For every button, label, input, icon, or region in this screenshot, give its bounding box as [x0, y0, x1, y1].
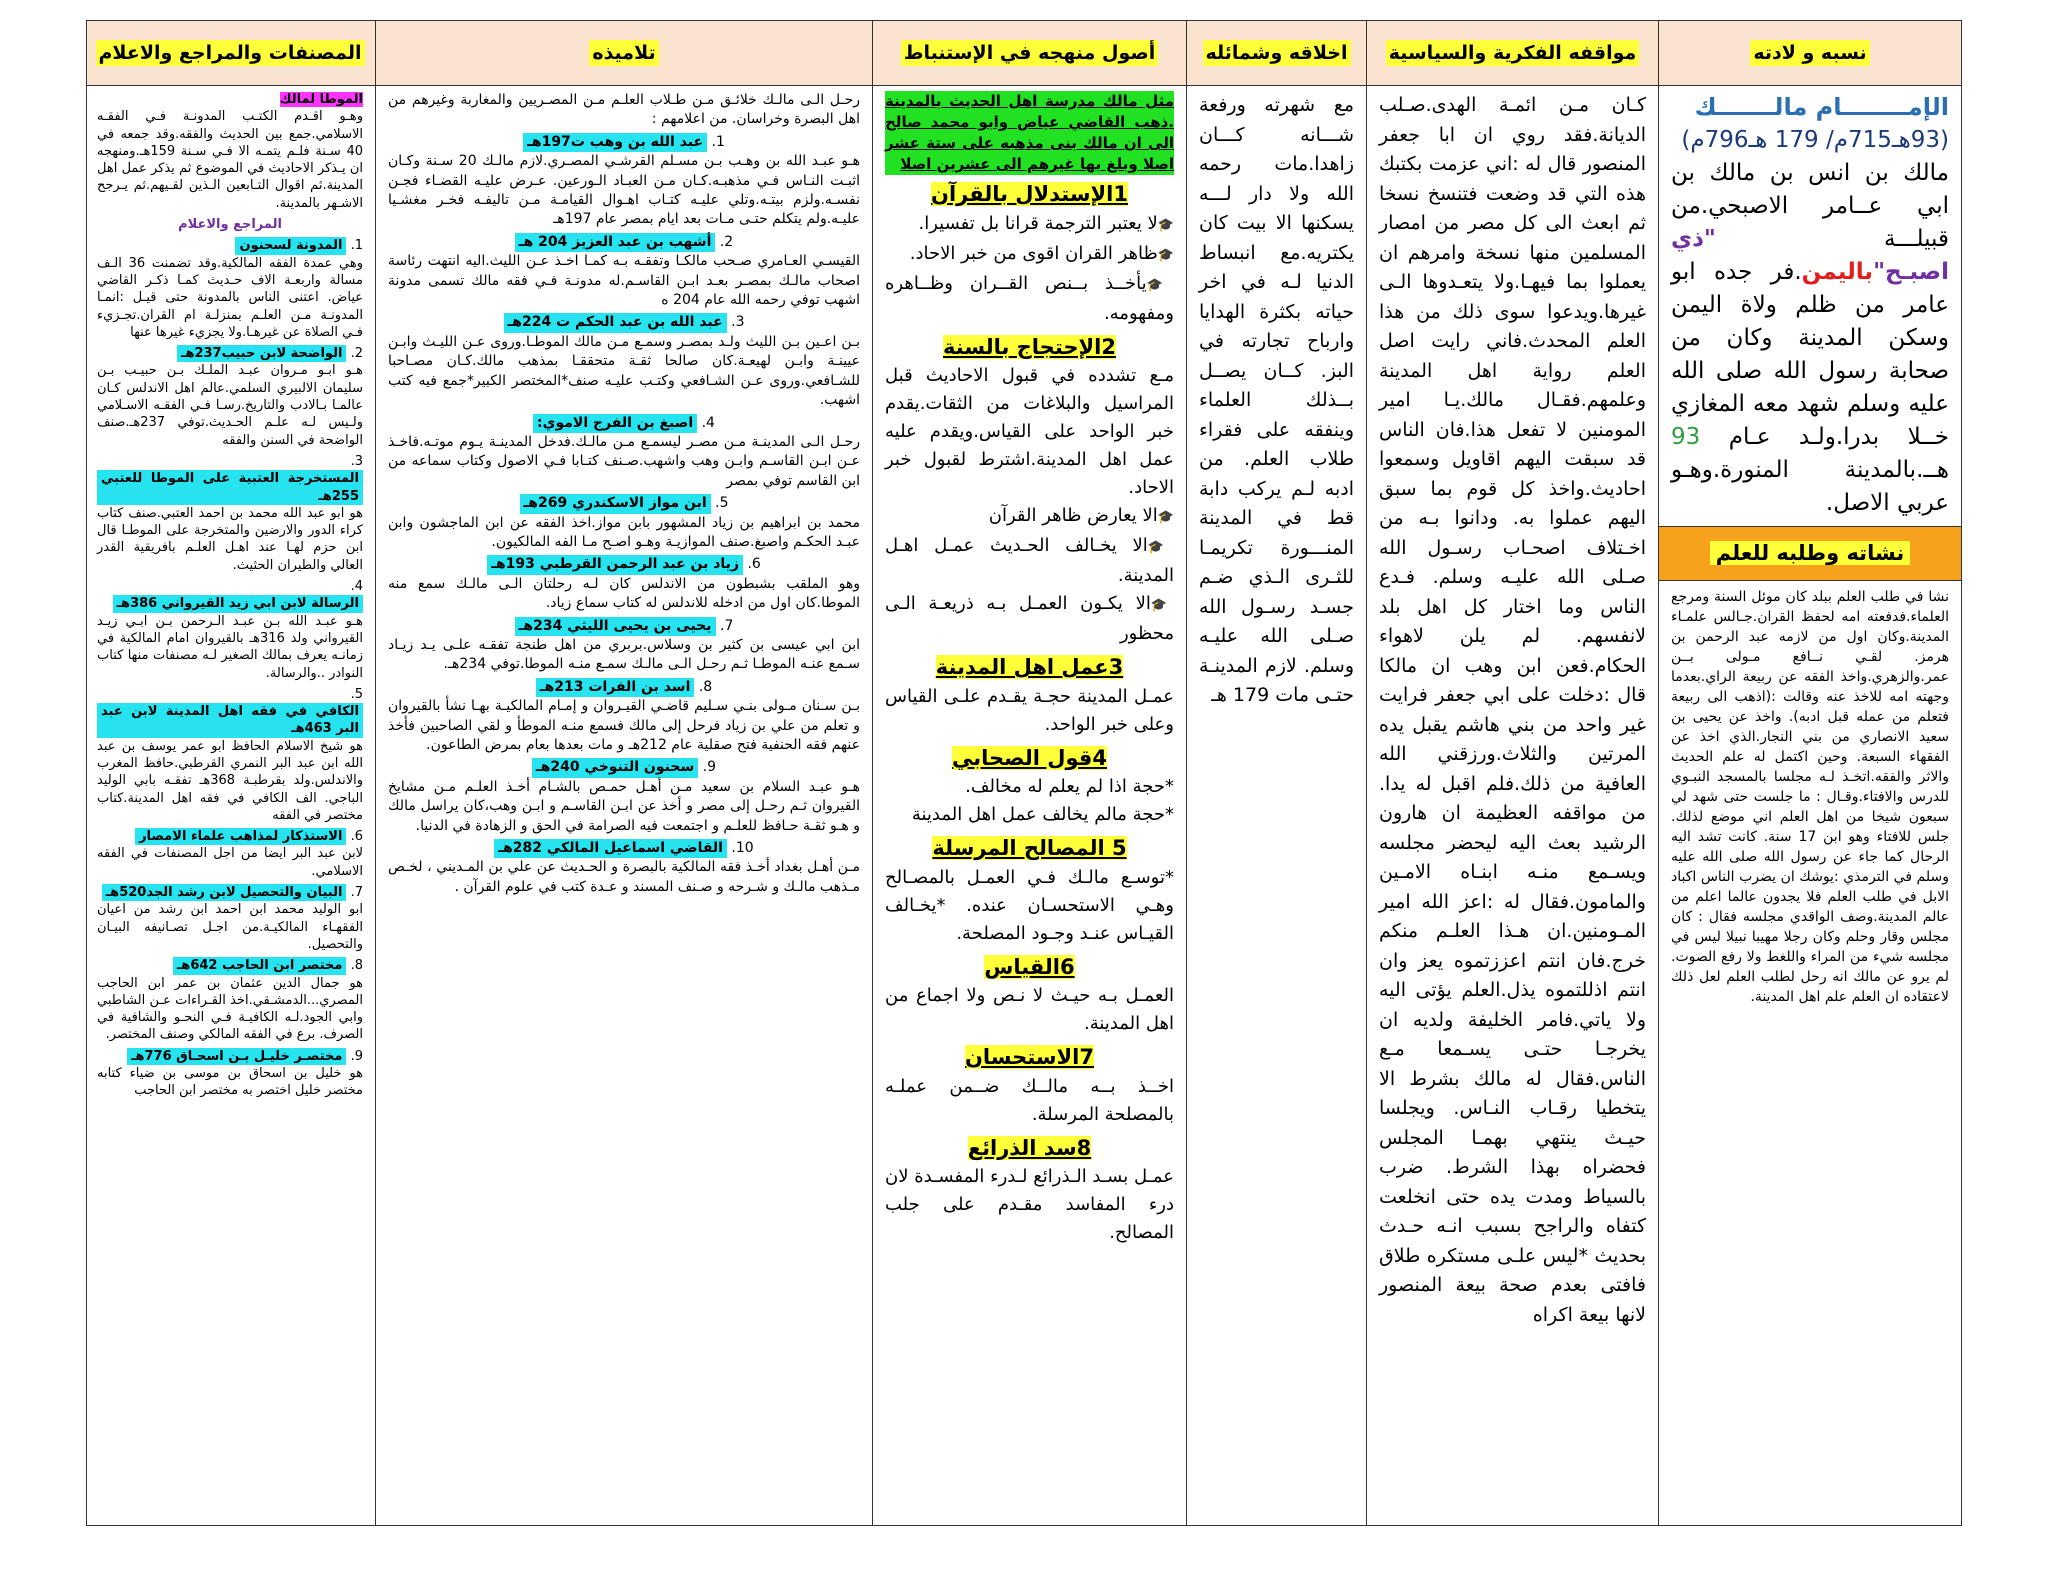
student-bio: مـن أهـل بغداد أخـذ فقه المالكية بالبصرة و الحـديث عن علي بن المـديني ، لخـص مـذهب مالـك و شـرحه و صـنف المسند و عـدة كتب في علوم القرآن .	[388, 859, 860, 895]
methodology-intro: مثل مالك مدرسة اهل الحديث بالمدينة .ذهب القاضي عياض وابو محمد صالح الى ان مالك بنى مذهبه على ستة عشر اصلا وبلغ بها غيرهم الى عشرين اصلا	[885, 92, 1174, 173]
reference-desc: هـو ابـو مـروان عبـد الملـك بـن حبيـب بـن سليمان الالبيري السلمي.عالم اهل الاندلس كـان عالمـا بـالادب والتاريخ.رسـا فـي الفقـه الاسـلامي ولـيس لـه علـم الحـديث.توفي 237هـ.صنف الواضحة في السنن والفقه	[97, 363, 363, 448]
reference-name: الرسالة لابن ابي زيد القيرواني 386هـ	[113, 595, 363, 612]
student-heading	[388, 494, 860, 513]
references-list	[97, 237, 363, 1099]
reference-name: المدونة لسحنون	[235, 237, 346, 254]
reference-heading	[97, 957, 363, 974]
positions-text: كـان مـن ائمـة الهدى.صـلب الديانة.فقد روي ان ابا جعفر المنصور قال له :اني عزمت بكتبك هذه التي قد وضعت فتنسخ نسخا ثم ابعث الى كل مصر من امصار المسلمين منها نسخة وامرهم ان يعملوا بما فيهـا.ولا يتعـدوها الـى غيرها.ويدعوا سوى ذلك من هذا العلم المحدث.فاني رايت اصل العلم رواية اهل المدينة وعلمهم.فقـال مالك.يـا امير المومنين لا تفعل هذا.فان الناس قد سبقت اليهم اقاويل وسمعوا احاديث.واخذ كل قوم بما سبق اليهم عملوا به. ودانوا بـه من اخـتلاف اصحـاب رسـول الله صـلى الله عليـه وسلم. فـدع الناس وما اختار كل اهل بلد لانفسهم. لم يلن لاهواء الحكام.فعن ابن وهب ان مالكا قال :دخلت على ابي جعفر فرايت غير واحد من بني هاشم يقبل يده المرتين والثلاث.ورزقني الله العافية من ذلك.فلم اقبل له يدا. من مواقفه العظيمة ان هارون الرشيد بعث اليه ليحضر مجلسه ويسـمع منـه ابنـاه الامـين والمامون.فقال له :اعز الله امير المـومنين.ان هـذا العلـم منكم خرج.فان انتم اعززتموه يعز وان انتم اذللتموه يذل.العلم يؤتى اليه ولا ياتي.فامر الخليفة ولديه ان يخرجـا حتـى يسـمعا مـع الناس.فقال له مالك بشرط الا يتخطيا رقـاب النـاس. ويجلسا حيـث ينتهي بهمـا المجلس فحضراه بهذا الشرط. ضرب بالسياط ومدت يده حتى انخلعت كتفاه والراجح بسبب انـه حـدث بحديث *ليس علـى مستكره طلاق فافتى بعدم صحة بيعة المنصور لانها بيعة اكراه	[1379, 94, 1646, 1326]
student-heading	[388, 839, 860, 858]
reference-name: البيان والتحصيل لابن رشد الجد520هـ	[102, 884, 347, 901]
student-number: 4.	[701, 414, 715, 431]
summary-sheet	[86, 20, 1962, 1526]
reference-item	[97, 686, 363, 824]
student-name: ابن مواز الاسكندري 269هـ	[520, 494, 711, 513]
header-row	[87, 21, 1961, 86]
principle-istihsan-title: 7الاستحسان	[965, 1045, 1094, 1069]
column-positions	[1366, 85, 1658, 1525]
student-number: 6.	[747, 556, 761, 573]
student-heading	[388, 313, 860, 332]
reference-heading	[97, 884, 363, 901]
principle-quran-title: 1الإستدلال بالقرآن	[931, 182, 1128, 206]
principle-qiyas-text: العمـل بـه حيـث لا نـص ولا اجماع من اهل المدينة.	[885, 985, 1174, 1034]
principle-istihsan-text: اخــذ بــه مالــك ضــمن عملـه بالمصلحة المرسلة.	[885, 1075, 1174, 1125]
student-bio: هـو عبـد الله بن وهـب بـن مسـلم القرشـي المصـري.لازم مالـك 20 سـنة وكـان اثبـت النـاس فـي مذهبـه.كـان مـن العبـاد الـورعين. عـرض عليـه القضـاء فجـن نفسـه.ولزم بيتـه.وتلي عليـه كتـاب اهـوال القيامـة مـن تاليفـه فخـر مغشـيا عليـه.ولم يتكلم حتـى مـات بعد ايام بمصر عام 197هـ	[388, 153, 860, 228]
reference-item	[97, 578, 363, 682]
student-heading	[388, 678, 860, 697]
graduation-cap-icon: 🎓	[1157, 510, 1174, 525]
student-heading	[388, 414, 860, 433]
principle-sunnah-text: مـع تشدده في قبول الاحاديث قبل المراسيل والبلاغات من الثقات.يقدم خبر الواحد على القياس.ويقدم عليه عمل اهل المدينة.اشترط لقبول خبر الاحاد.	[885, 365, 1174, 498]
principle-sunnah-title: 2الإحتجاج بالسنة	[943, 334, 1116, 359]
student-name: اصبغ بن الفرج الاموي:	[533, 414, 697, 433]
student-number: 5.	[715, 495, 729, 512]
principle-sunnah-item: 🎓الا يخـالف الحـديث عمـل اهـل المدينة.	[885, 535, 1175, 586]
reference-desc: لابن عبد البر ايضا من اجل المصنفات في الفقه الاسلامي.	[97, 846, 363, 879]
student-number: 3.	[731, 314, 745, 331]
student-bio: بـن اعـين بـن الليث ولـد بمصـر وسمـع مـن مالك الموطـا.وروى عـن الليـث وابـن عيينـة وابـن لهيعـة.كان صالحا ثقـة متحققـا بمذهب مالك.كـان مصـاحبا للشـافعي.وروى عـن الشـافعي وكتـب عليـه صنف*المختصر الكبير*جمع فيه كتب اشهب.	[388, 333, 860, 409]
student-number: 9.	[702, 759, 717, 776]
reference-name: الاستذكار لمذاهب علماء الامصار	[135, 828, 346, 845]
reference-name: الواضحة لابن حبيب237هـ	[177, 345, 346, 362]
student-bio: هـو عبـد السلام بن سعيد مـن أهـل حمـص بالشـام أخـذ العلـم مـن مشايخ القيروان ثـم رحـل إلى مصر و أخذ عن ابـن القاسـم و ابـن وهب،كان يراسل مالك و هـو ثقـة حـافظ للعلـم و اجتمعت فيه الصرامة في الحق و الزهادة في الدنيا.	[388, 778, 860, 834]
principle-quran-item: 🎓لا يعتبر الترجمة قرانا بل تفسيرا.	[918, 212, 1174, 234]
reference-number: 7.	[350, 885, 363, 901]
student-name: عبد الله بن عبد الحكم ت 224هـ	[504, 313, 727, 332]
principle-sunnah-item: 🎓الا يعارض ظاهر القرآن	[988, 505, 1174, 526]
student-number: 1.	[711, 133, 725, 150]
student-number: 7.	[719, 617, 734, 634]
student-name: اسد بن الفرات 213هـ	[536, 678, 695, 697]
reference-desc: هو جمال الدين عثمان بن عمر ابن الحاجب المصري...الدمشـقي.اخذ القـراءات عـن الشاطبي وابي الجود.لـه الكافيـة فـي النحـو والشافية في الصرف. برع في الفقه المالكي وصنف المختصر.	[97, 975, 363, 1043]
reference-number: 8.	[350, 958, 363, 974]
header-methodology: أصول منهجه في الإستنباط	[872, 21, 1186, 85]
column-methodology	[872, 85, 1186, 1525]
header-references: المصنفات والمراجع والاعلام	[85, 21, 375, 85]
student-name: أشهب بن عبد العزيز 204 هـ	[515, 233, 716, 252]
principle-companion-title: 4قول الصحابي	[951, 745, 1107, 770]
student-name: يحيى بن يحيى الليثي 234هـ	[515, 617, 716, 636]
student-item	[388, 233, 860, 311]
graduation-cap-icon: 🎓	[1157, 217, 1174, 233]
reference-heading	[97, 578, 363, 613]
student-item	[388, 678, 860, 756]
principle-sunnah-item: 🎓الا يكـون العمـل بـه ذريعـة الـى محظور	[885, 593, 1174, 644]
student-number: 8.	[698, 678, 713, 695]
reference-number: 9.	[350, 1048, 363, 1064]
student-item	[388, 758, 860, 836]
lineage-text: مالك بن انس بن مالك بن ابي عــامر الاصبحي.من قبيلـــة "ذي اصبـح"باليمن.فر جده ابو عامر من ظلم ولاة اليمن وسكن المدينة وكان من صحابة رسول الله صلى الله عليه وسلم شهد معه المغازي خــلا بدرا.ولـد عـام 93 هــ.بالمدينة المنورة.وهـو عربي الاصل.	[1671, 160, 1949, 516]
student-bio: ابن ابي عيسى بن كثير بن وسلاس.بربري من اهل طنجة تفقـه علـى يـد زيـاد سـمع عنـه الموطـا ثـم رحـل الـى مالـك سمـع منـه الموطا.توفي 234هـ.	[388, 636, 860, 673]
student-number: 10.	[731, 840, 754, 857]
reference-number: 6.	[350, 829, 363, 845]
reference-name: الكافي في فقه اهل المدينة لابن عبد البر 463هـ	[97, 703, 363, 738]
ethics-text: مع شهرته ورفعة شـــانه كـــان زاهدا.مات رحمه الله ولا دار لـــه يسكنها الا بيت كان يكتريه.مع انبساط الدنيا لـه في اخر حياته بكثرة الهدايا وارباح تجارته في البز. كــان يصــل بــذلك العلماء وينفقه على فقراء طلاب العلم. من ادبه لـم يركب دابة قط في المدينة المنـــورة تكريمـا للثـرى الـذي ضـم جسـد رسـول الله صـلى الله عليـه وسلم. لازم المدينـة حتـى مات 179 هـ	[1199, 94, 1354, 706]
student-name: سحنون التنوخي 240هـ	[532, 758, 698, 777]
reference-desc: هو شيخ الاسلام الحافظ ابو عمر يوسف بن عبد الله ابن عبد البر النمري القرطبي.حافظ المغرب والاندلس.ولد بقرطبـة 368هـ تفقـه بابي الوليد الباجي. الف الكافي في فقه اهل المدينة.كتاب مختصر في الفقه	[97, 738, 363, 823]
student-item	[388, 839, 860, 897]
muwatta-title: الموطا لمالك	[279, 92, 363, 107]
principle-medina-text: عمـل المدينة حجـة يقـدم علـى القياس وعلى خبر الواحد.	[885, 685, 1174, 735]
student-bio: القيسـي العـامري صـحب مالكـا وتفقـه بـه كمـا اخـذ عـن الليث.اليه انتهت رئاسة اصحاب مالـك بمصـر بعـد ابـن القاسـم.له مدونـة فـي فقه مالك تسمى مدونة اشهب توفي رحمه الله عام 204 ه	[388, 253, 860, 309]
reference-item	[97, 957, 363, 1043]
student-item	[388, 414, 860, 492]
principle-qiyas-title: 6القياس	[984, 954, 1075, 979]
student-heading	[388, 233, 860, 252]
principle-medina-title: 3عمل اهل المدينة	[935, 655, 1124, 679]
column-lineage	[1658, 85, 1961, 1525]
imam-title: الإمــــــــام مالـــــــك	[1694, 93, 1949, 121]
header-positions: مواقفه الفكرية والسياسية	[1366, 21, 1658, 85]
student-name: زياد بن عبد الرحمن القرطبي 193هـ	[487, 555, 743, 574]
student-heading	[388, 617, 860, 636]
students-intro: رحـل الـى مالـك خلائـق مـن طـلاب العلـم مـن المصـريين والمغاربة وغيرهم من اهل البصرة وخراسان. من اعلامهم :	[388, 92, 860, 128]
student-heading	[388, 555, 860, 574]
principle-quran-item: 🎓يأخــذ بــنص القــران وظــاهره ومفهومه.	[885, 272, 1175, 324]
students-list	[388, 133, 860, 897]
student-item	[388, 555, 860, 613]
student-heading	[388, 133, 860, 152]
graduation-cap-icon: 🎓	[1147, 540, 1175, 555]
column-ethics	[1186, 85, 1366, 1525]
reference-name: مختصر ابن الحاجب 642هـ	[173, 957, 347, 974]
reference-item	[97, 1048, 363, 1100]
reference-number: 1.	[350, 238, 363, 254]
reference-item	[97, 345, 363, 449]
student-bio: محمد بن ابراهيم بن زياد المشهور بابن مواز.اخذ الفقه عن ابن الماجشون وابن عبـد الحكـم واصبغ.صنف الموازيـة وهـو اصـح مـا الفه المالكيون.	[388, 514, 860, 550]
upbringing-title: نشاته وطلبه للعلم	[1659, 526, 1961, 581]
reference-desc: ابو الوليد محمد ابن احمد ابن رشد من اعيان الفقهـاء المالكيـة.من اجـل تصـانيفه البيـان والتحصيل.	[97, 902, 363, 952]
principle-companion-item: *حجة اذا لم يعلم له مخالف.	[965, 776, 1174, 797]
reference-number: 3.	[350, 453, 363, 469]
student-heading	[388, 758, 860, 777]
reference-desc: هو خليل بن اسحاق بن موسى بن ضياء كتابه مختصر خليل اختصر به مختصر ابن الحاجب	[97, 1066, 363, 1099]
header-students: تلاميذه	[375, 21, 872, 85]
student-item	[388, 133, 860, 230]
graduation-cap-icon: 🎓	[1150, 598, 1174, 613]
principle-maslaha-text: *توسـع مالـك فـي العمـل بالمصـالح وهـي الاستحسـان عنده. *يخـالف القيـاس عنـد وجـود المصلحة.	[885, 866, 1174, 944]
principle-companion-item: *حجة مالم يخالف عمل اهل المدينة	[911, 804, 1174, 825]
column-references	[85, 85, 375, 1525]
reference-heading	[97, 828, 363, 845]
student-number: 2.	[719, 233, 734, 250]
graduation-cap-icon: 🎓	[1157, 247, 1174, 263]
principle-maslaha-title: 5 المصالح المرسلة	[932, 836, 1127, 860]
reference-name: مختصـر خليـل بـن اسحـاق 776هـ	[127, 1048, 346, 1065]
reference-desc: هو ابو عبد الله محمد بن احمد العتبي.صنف كتاب كراء الدور والارضين والمتخرجة على الموطـا قال ابن حزم لهـا عند اهـل العلـم بافريقية القدر العالي والطيران الحثيث.	[97, 505, 363, 573]
muwatta-text: وهـو اقـدم الكتـب المدونـة فـي الفقـه الاسلامي.جمع بين الحديث والفقه.وقد جمعه في 40 سـنة فلـم يتمـه الا فـي سـنة 159هـ.ومنهجه ان يـذكر الاحاديث في الموضوع ثم يذكر عمل اهل المدينة.ثم اقوال التـابعين الـذين لقـيهم.ثم يـرجح الاشـهر بالمدينة.	[97, 109, 363, 211]
student-item	[388, 617, 860, 675]
student-item	[388, 313, 860, 410]
reference-desc: هـو عبـد الله بـن عبـد الـرحمن بـن ابـي زيـد القيرواني ولد 316هـ بالقيروان امام المالكية في زمانـه يعرف بمالك الصغير لـه مصنفات منها كتاب النوادر ..والرسالة.	[97, 613, 364, 681]
reference-desc: وهي عمدة الفقه المالكية.وقد تضمنت 36 الـف مسالة واربعـة الاف حـديث كمـا ذكـر القاضي عياض. اعتنى الناس بالمدونة حتى قيـل :انمـا المدونـة مـن العلـم بمنزلـة ام القران.تجـزيء فـي الصلاة عن غيرهـا.ولا يجزيء غيرها عنها	[97, 255, 363, 340]
student-name: عبد الله بن وهب ت197هـ	[523, 133, 707, 152]
graduation-cap-icon: 🎓	[1146, 277, 1175, 293]
reference-name: المستخرجة العتبية على الموطا للعتبي 255هـ	[97, 470, 363, 505]
student-bio: رحـل الـى المدينـة مـن مصـر ليسمـع مـن مالـك.فدخل المدينـة يـوم موتـه.فاخـذ عـن ابـن القاسـم وابـن وهب واشهب.صـنف كتـابا فـي الاصول وكتاب سماعه من ابن القاسم توفي بمصر	[388, 433, 860, 489]
reference-item	[97, 237, 363, 341]
column-students	[375, 85, 872, 1525]
reference-item	[97, 828, 363, 880]
reference-item	[97, 884, 363, 953]
reference-item	[97, 453, 363, 574]
references-title: المراجع والاعلام	[178, 217, 282, 233]
header-ethics: اخلاقه وشمائله	[1186, 21, 1366, 85]
upbringing-text: نشا في طلب العلم ببلد كان موئل السنة ومرجع العلماء.فدفعته امه لحفظ القران.جـالس علمـاء المدينة.وكان اول من لازمه عبد الرحمن بن هرمز. لقـي نــافع مـولى بــن عمر.والزهري.واخذ الفقه عن ربيعة الراي.بعدما وجهته امه للاخذ عنه وقالت :(اذهب الى ربيعة فتعلم من عمله قبل ادبه). واخذ عن يحيى بن سعيد الانصاري من بني النجار.الذي اخذ عن الفقهاء السبعة. وحين اكتمل له علم الحديث والاثر والفقه.اتخـذ لـه مجلسا بالمسجد النبـوي للدرس والافتاء.وقـال : ما جلست حتى شهد لي سبعون شيخا من اهل العلم اني موضع لذلك. جلس للافتاء وهو ابن 17 سنة. كانت تشد اليه الرحال كما جاء عن رسول الله صلى الله عليه وسلم في الترمذي :يوشك ان يضرب الناس اكباد الابل في طلب العلم فلا يجدون عالما اعلم من عالم المدينة.وصف الواقدي مجلسه فقال : كان مجلس وقار وحلم وكان رجلا مهيبا نبيلا ليس في مجلسه شيء من المراء واللغط ولا رفع الصوت. لم يرو عن مالك انه رحل لطلب العلم لعل ذلك لاعتقاده ان العلم علم اهل المدينة.	[1671, 589, 1949, 1005]
reference-heading	[97, 686, 363, 738]
principle-quran-item: 🎓ظاهر القران اقوى من خبر الاحاد.	[909, 242, 1174, 264]
reference-number: 4.	[350, 579, 363, 595]
student-item	[388, 494, 860, 552]
principle-sadd-text: عمـل بسـد الـذرائع لـدرء المفسـدة لان درء المفاسد مقـدم على جلب المصالح.	[885, 1166, 1174, 1243]
reference-heading	[97, 1048, 363, 1065]
student-bio: وهو الملقب بشبطون من الاندلس كان لـه رحلتان الـى مالـك سمع منه الموطا.كان اول من ادخله للاندلس له كتاب سماع زياد.	[388, 575, 860, 612]
reference-number: 5.	[350, 686, 363, 702]
student-name: القاضي اسماعيل المالكي 282هـ	[494, 839, 727, 858]
principle-sadd-title: 8سد الذرائع	[967, 1135, 1092, 1160]
reference-heading	[97, 453, 363, 505]
imam-dates: (93هـ715م/ 179 هـ796م)	[1681, 127, 1949, 153]
header-lineage: نسبه و لادته	[1658, 21, 1961, 85]
reference-heading	[97, 345, 363, 362]
student-bio: بـن سـنان مـولى بنـي سـليم قاضـي القيـروان و إمـام المالكيـة بهـا نشأ بالقيروان و تعلم من علي بن زياد فرحل إلى مالك فسمع منـه الموطأ و لقي الصاحبين فأخذ عنهم فقه الحنفية فتح صقلية عام 212هـ و مات بعدها بعام بمرض الطاعون.	[388, 698, 860, 753]
reference-heading	[97, 237, 363, 254]
reference-number: 2.	[350, 346, 363, 362]
